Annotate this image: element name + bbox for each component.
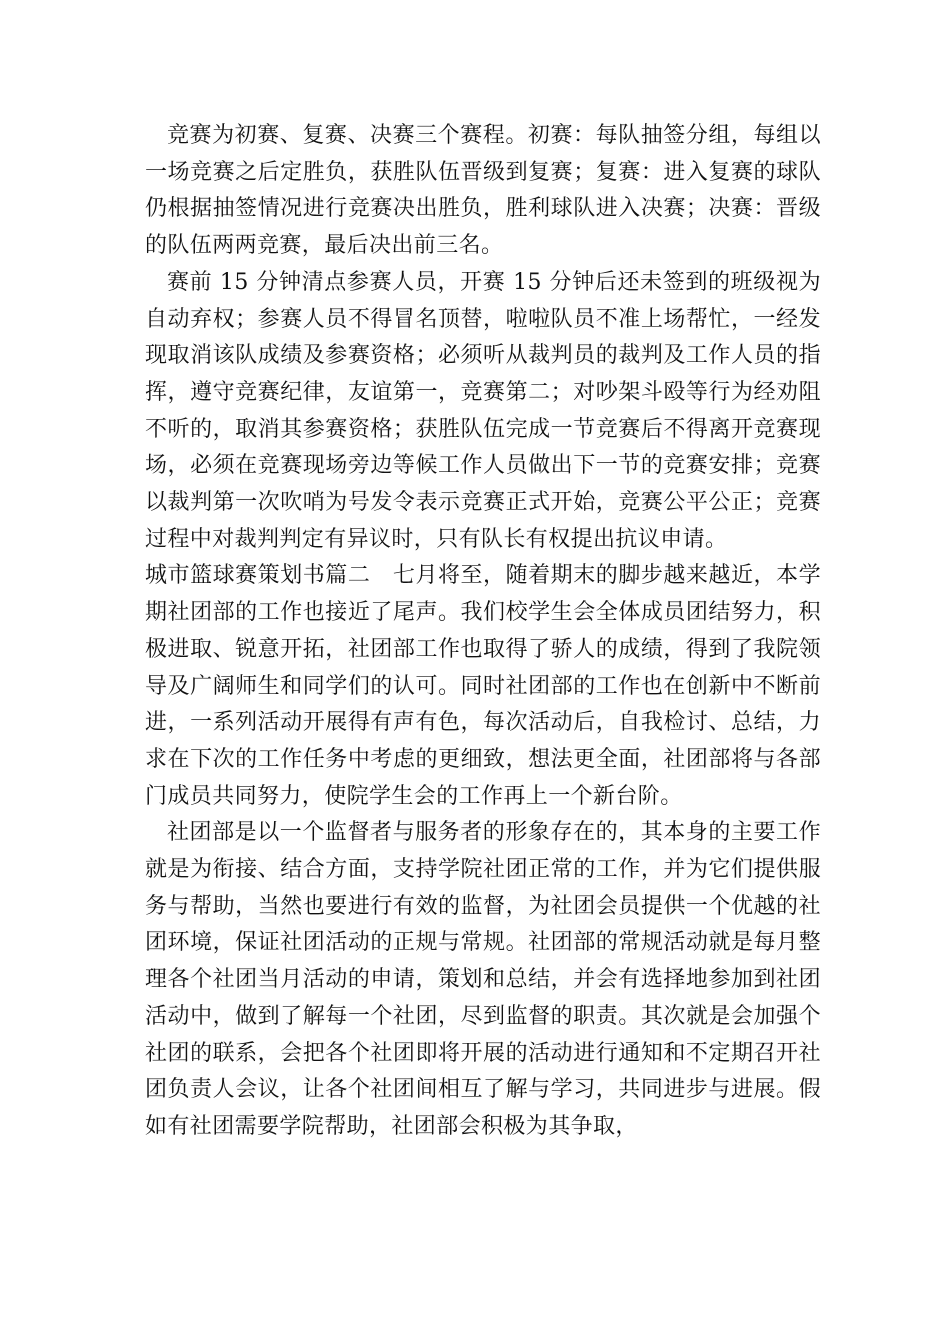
paragraph-competition-schedule: 竞赛为初赛、复赛、决赛三个赛程。初赛：每队抽签分组，每组以一场竞赛之后定胜负，获胜队伍晋级到复赛；复赛：进入复赛的球队仍根据抽签情况进行竞赛决出胜负，胜利球队进入决赛；决赛：晋级的队伍两两竞赛，最后决出前三名。 [145, 123, 821, 259]
paragraph-section-two [145, 558, 821, 815]
document-body [145, 118, 821, 1146]
section-heading: 城市篮球赛策划书篇二 [145, 563, 371, 589]
section-intro-text: 七月将至，随着期末的脚步越来越近，本学期社团部的工作也接近了尾声。我们校学生会全体成员团结努力，积极进取、锐意开拓，社团部工作也取得了骄人的成绩，得到了我院领导及广阔师生和同学们的认可。同时社团部的工作也在创新中不断前进，一系列活动开展得有声有色，每次活动后，自我检讨、总结，力求在下次的工作任务中考虑的更细致，想法更全面，社团部将与各部门成员共同努力，使院学生会的工作再上一个新台阶。 [145, 563, 821, 809]
paragraph-competition-rules: 赛前 15 分钟清点参赛人员，开赛 15 分钟后还未签到的班级视为自动弃权；参赛人员不得冒名顶替，啦啦队员不准上场帮忙，一经发现取消该队成绩及参赛资格；必须听从裁判员的裁判及工作人员的指挥，遵守竞赛纪律，友谊第一，竞赛第二；对吵架斗殴等行为经劝阻不听的，取消其参赛资格；获胜队伍完成一节竞赛后不得离开竞赛现场，必须在竞赛现场旁边等候工作人员做出下一节的竞赛安排；竞赛以裁判第一次吹哨为号发令表示竞赛正式开始，竞赛公平公正；竞赛过程中对裁判判定有异议时，只有队长有权提出抗议申请。 [145, 269, 821, 552]
paragraph-club-department: 社团部是以一个监督者与服务者的形象存在的，其本身的主要工作就是为衔接、结合方面，支持学院社团正常的工作，并为它们提供服务与帮助，当然也要进行有效的监督，为社团会员提供一个优越的社团环境，保证社团活动的正规与常规。社团部的常规活动就是每月整理各个社团当月活动的申请，策划和总结，并会有选择地参加到社团活动中，做到了解每一个社团，尽到监督的职责。其次就是会加强个社团的联系，会把各个社团即将开展的活动进行通知和不定期召开社团负责人会议，让各个社团间相互了解与学习，共同进步与进展。假如有社团需要学院帮助，社团部会积极为其争取， [145, 820, 821, 1139]
